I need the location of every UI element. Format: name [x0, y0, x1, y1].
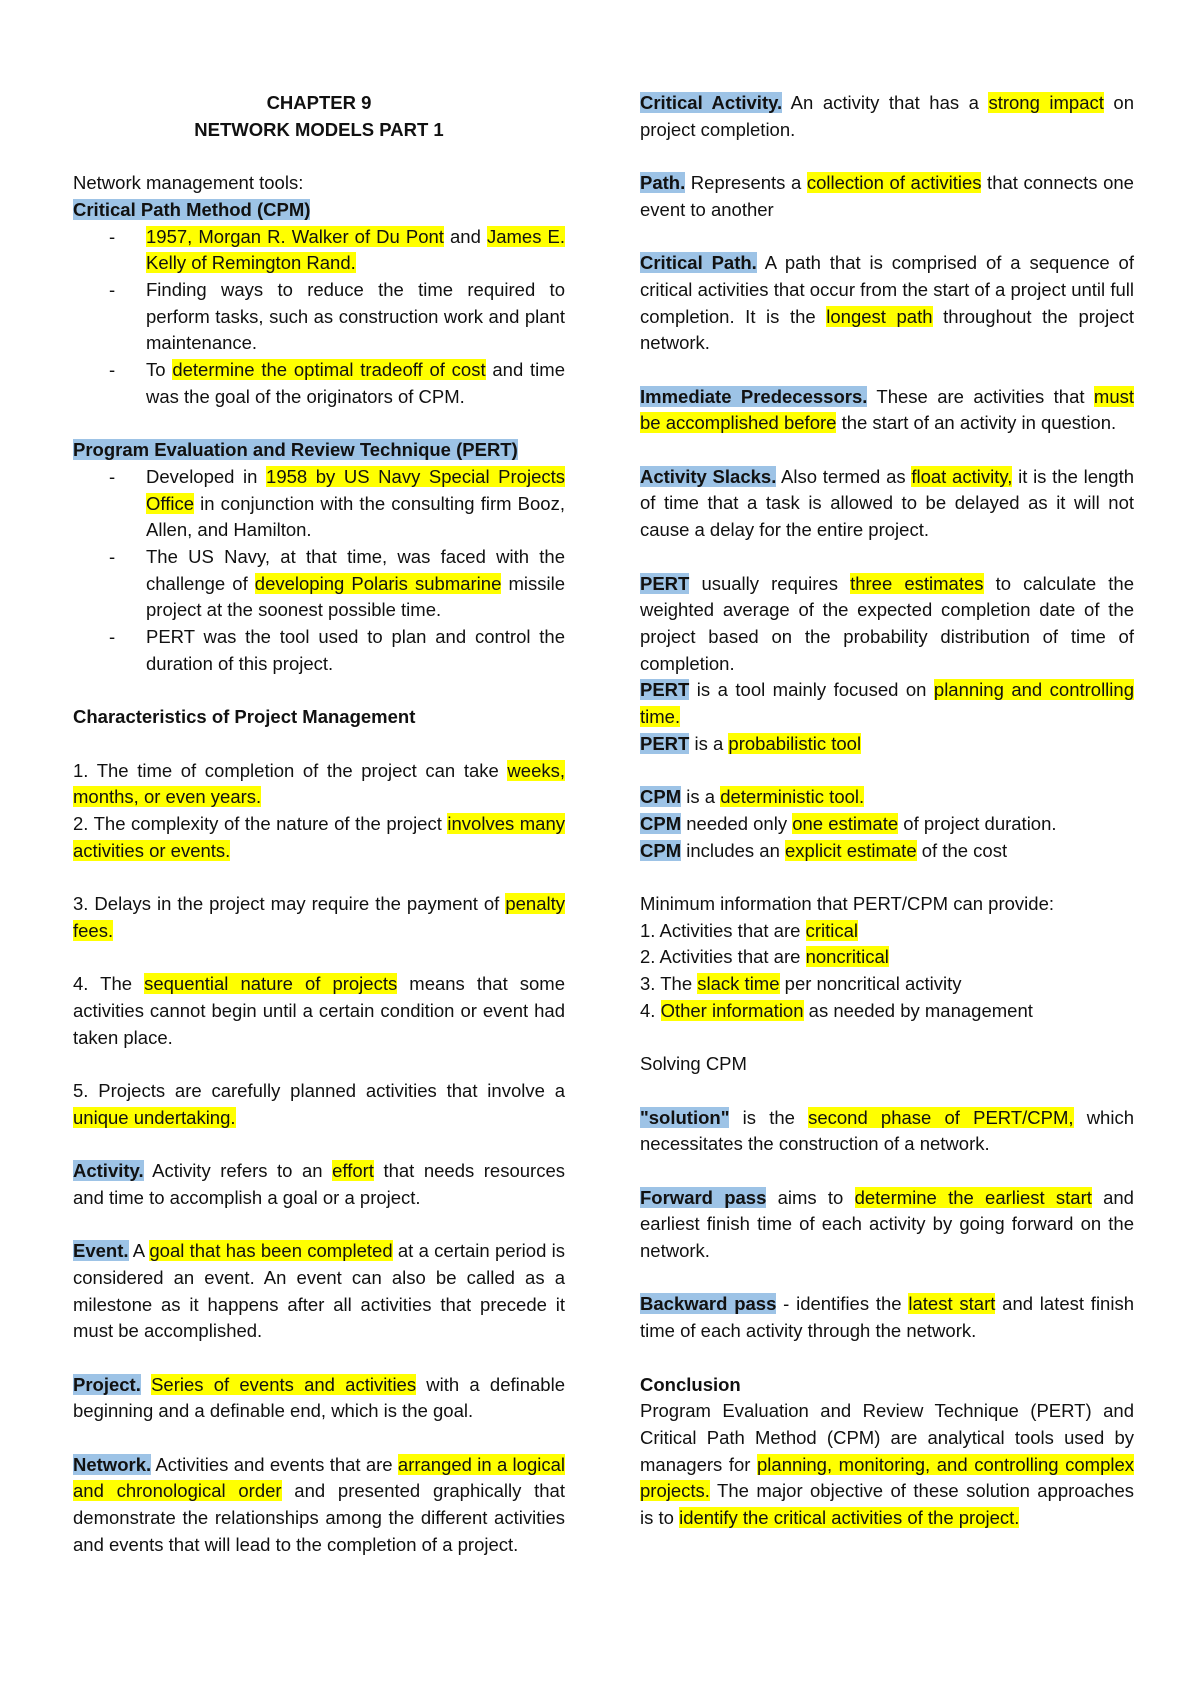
tools-intro: Network management tools:	[73, 172, 304, 194]
definition-critical-activity: Critical Activity. An activity that has a strong impact on project completion.	[640, 92, 1134, 140]
characteristic-item: 5. Projects are carefully planned activities that involve a unique undertaking.	[73, 1079, 565, 1128]
list-item: - 1957, Morgan R. Walker of Du Pont and James E. Kelly of Remington Rand.	[109, 225, 566, 274]
list-item: - To determine the optimal tradeoff of cost and time was the goal of the originators of CPM.	[109, 359, 565, 407]
right-column	[640, 90, 1134, 1532]
cpm-note: CPM includes an explicit estimate of the cost	[640, 839, 1008, 861]
definition-critical-path: Critical Path. A path that is comprised of a sequence of critical activities that occur from the start of a project until full completion. It is the longest path throughout the project network.	[640, 252, 1134, 354]
characteristic-item: 4. The sequential nature of projects means that some activities cannot begin until a certain condition or event had taken place.	[73, 973, 565, 1048]
list-item: - PERT was the tool used to plan and control the duration of this project.	[109, 626, 565, 674]
definition-network: Network. Activities and events that are arranged in a logical and chronological order and presented graphically that demonstrate the relationships among the different activities and events that will lead to the completion of a project.	[73, 1453, 566, 1555]
definition-path: Path. Represents a collection of activities that connects one event to another	[640, 172, 1134, 220]
conclusion-text: Program Evaluation and Review Technique (PERT) and Critical Path Method (CPM) are analytical tools used by managers for planning, monitoring, and controlling complex projects. The major objective of these solution approaches is to identify the critical activities of the project.	[640, 1400, 1135, 1529]
conclusion-heading: Conclusion	[640, 1373, 741, 1395]
list-item: - The US Navy, at that time, was faced with the challenge of developing Polaris submarine missile project at the soonest possible time.	[109, 545, 565, 621]
pert-note: PERT is a probabilistic tool	[640, 732, 862, 754]
list-item: - Finding ways to reduce the time required to perform tasks, such as construction work and plant maintenance.	[109, 278, 565, 354]
cpm-note: CPM is a deterministic tool.	[640, 786, 865, 808]
definition-forward-pass: Forward pass aims to determine the earliest start and earliest finish time of each activity by going forward on the network.	[640, 1186, 1134, 1262]
definition-backward-pass: Backward pass - identifies the latest start and latest finish time of each activity through the network.	[640, 1293, 1134, 1342]
definition-activity-slacks: Activity Slacks. Also termed as float activity, it is the length of time that a task is allowed to be delayed as it will not cause a delay for the entire project.	[640, 465, 1135, 541]
min-info-item: 4. Other information as needed by management	[640, 999, 1033, 1021]
min-info-item: 3. The slack time per noncritical activity	[640, 973, 962, 995]
pert-note: PERT usually requires three estimates to calculate the weighted average of the expected completion date of the project based on the probability distribution of time of completion.	[640, 572, 1134, 674]
characteristic-item: 2. The complexity of the nature of the project involves many activities or events.	[73, 812, 565, 861]
characteristic-item: 3. Delays in the project may require the payment of penalty fees.	[73, 893, 565, 941]
cpm-note: CPM needed only one estimate of project duration.	[640, 812, 1057, 834]
cpm-heading: Critical Path Method (CPM)	[73, 198, 311, 220]
solving-heading: Solving CPM	[640, 1053, 747, 1075]
characteristic-item: 1. The time of completion of the project can take weeks, months, or even years.	[73, 759, 565, 808]
pert-note: PERT is a tool mainly focused on planning and controlling time.	[640, 679, 1134, 728]
chapter-title: CHAPTER 9	[266, 92, 372, 113]
definition-activity: Activity. Activity refers to an effort that needs resources and time to accomplish a goal or a project.	[73, 1160, 565, 1208]
pert-heading: Program Evaluation and Review Technique (PERT)	[73, 439, 518, 461]
min-info-heading: Minimum information that PERT/CPM can provide:	[640, 892, 1055, 914]
characteristics-heading: Characteristics of Project Management	[73, 706, 416, 728]
left-column	[73, 90, 565, 1559]
min-info-item: 1. Activities that are critical	[640, 919, 858, 941]
list-item: - Developed in 1958 by US Navy Special Projects Office in conjunction with the consulting firm Booz, Allen, and Hamilton.	[109, 465, 565, 541]
definition-project: Project. Series of events and activities with a definable beginning and a definable end, which is the goal.	[73, 1373, 565, 1422]
min-info-item: 2. Activities that are noncritical	[640, 946, 889, 968]
chapter-subtitle: NETWORK MODELS PART 1	[194, 118, 444, 140]
definition-solution: "solution" is the second phase of PERT/CPM, which necessitates the construction of a network.	[640, 1106, 1134, 1155]
definition-event: Event. A goal that has been completed at a certain period is considered an event. An event can also be called as a milestone as it happens after all activities that precede it must be accomplished.	[73, 1240, 566, 1342]
definition-immediate-predecessors: Immediate Predecessors. These are activities that must be accomplished before the start of an activity in question.	[640, 385, 1134, 434]
